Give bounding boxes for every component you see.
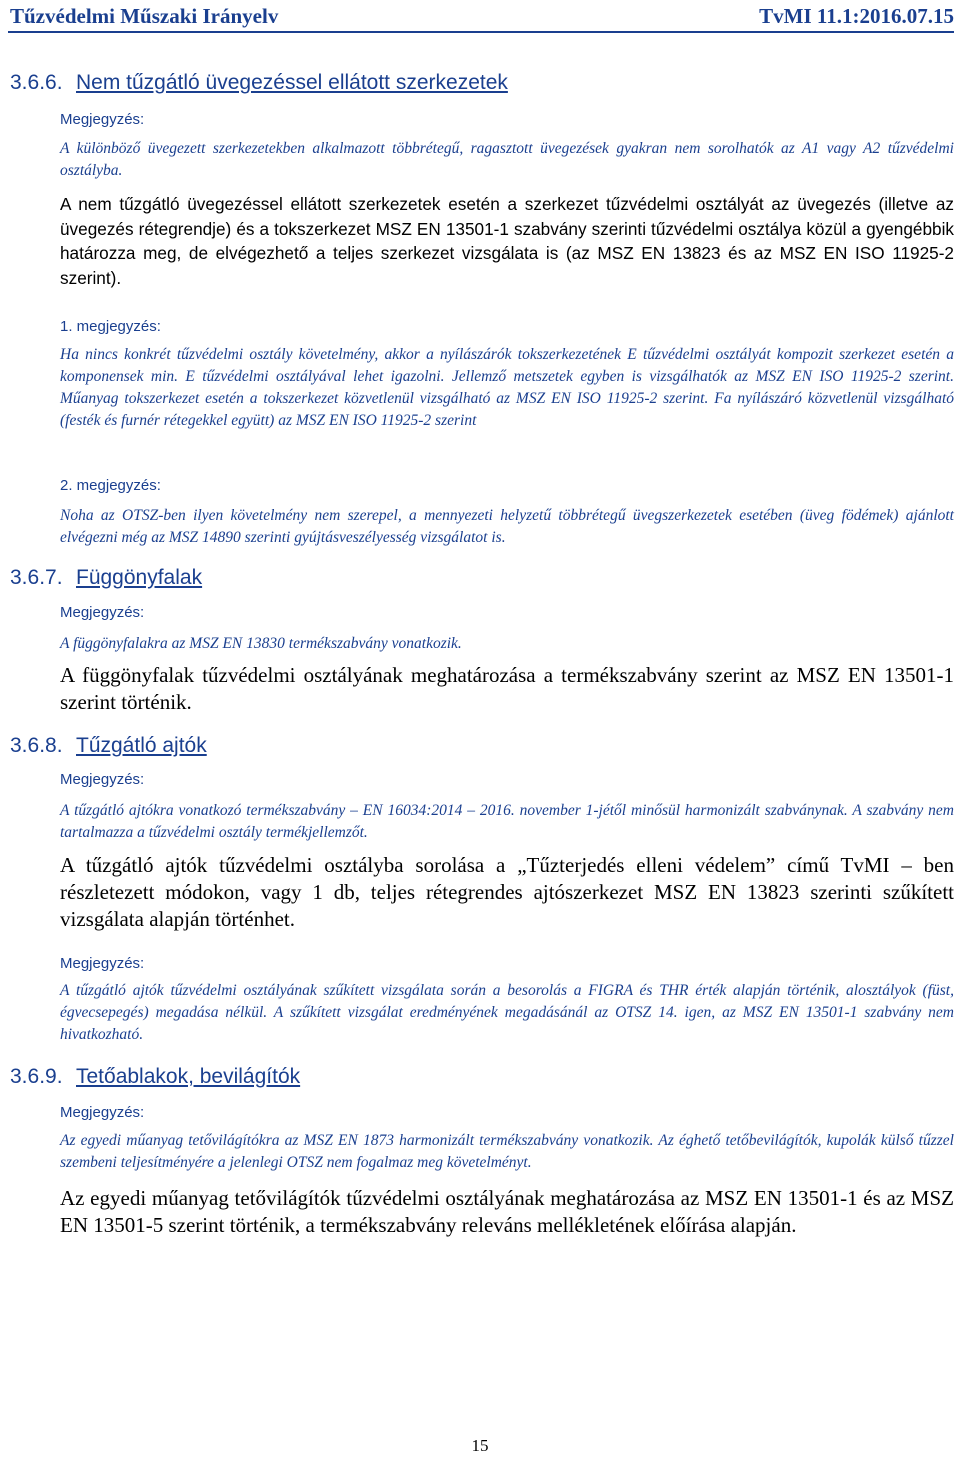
section-number: 3.6.7. [10, 566, 63, 589]
section-heading-366 [10, 71, 508, 95]
body-paragraph: A függönyfalak tűzvédelmi osztályának meghatározása a termékszabvány szerint az MSZ EN 13501-1 szerint történik. [60, 663, 954, 714]
note-label: 1. megjegyzés: [60, 318, 161, 335]
note-text: A tűzgátló ajtók tűzvédelmi osztályának szűkített vizsgálata során a besorolás a FIGRA és THR érték alapján történik, alosztályok (füst, égvecsepegés) megadása nélkül. A szűkített vizsgálat eredményének megadásánál az OTSZ 14. igen, az MSZ EN 13501-1 szabvány nem hivatkozható. [60, 982, 954, 1043]
note-text: A tűzgátló ajtókra vonatkozó termékszabvány – EN 16034:2014 – 2016. november 1-jétől minősül harmonizált szabványnak. A szabvány nem tartalmazza a tűzvédelmi osztály termékjellemzőt. [60, 802, 954, 841]
note-text: Ha nincs konkrét tűzvédelmi osztály követelmény, akkor a nyílászárók tokszerkezetének E tűzvédelmi osztályát kompozit szerkezet esetén a komponensek min. E tűzvédelmi osztályával lehet igazolni. Jellemző metszetek egyben is vizsgálhatók az MSZ EN ISO 11925-2 szerint. Műanyag tokszerkezet esetén a tokszerkezet közvetlenül vizsgálható az MSZ EN ISO 11925-2 szerint. Fa nyílászáró közvetlenül vizsgálható (festék és furnér rétegekkel együtt) az MSZ EN ISO 11925-2 szerint [60, 346, 954, 429]
note-label: Megjegyzés: [60, 111, 145, 128]
section-title: Tetőablakok, bevilágítók [76, 1065, 301, 1088]
section-title: Nem tűzgátló üvegezéssel ellátott szerkezetek [76, 71, 508, 94]
note-text: Noha az OTSZ-ben ilyen követelmény nem szerepel, a mennyezeti helyzetű többrétegű üvegszerkezetek esetében (üveg födémek) ajánlott elvégezni még az MSZ 14890 szerinti gyújtásveszélyesség vizsgálatot is. [60, 507, 954, 546]
note-label: 2. megjegyzés: [60, 477, 161, 494]
section-number: 3.6.6. [10, 71, 63, 94]
header-code: TvMI 11.1:2016.07.15 [759, 4, 954, 28]
section-heading-368 [10, 734, 207, 758]
note-text: A különböző üvegezett szerkezetekben alkalmazott többrétegű, ragasztott üvegezések gyakran nem sorolhatók az A1 vagy A2 tűzvédelmi osztályba. [60, 140, 954, 179]
section-heading-369 [10, 1065, 300, 1089]
header-rule [8, 31, 954, 33]
section-heading-367 [10, 566, 202, 590]
note-text: Az egyedi műanyag tetővilágítókra az MSZ EN 1873 harmonizált termékszabvány vonatkozik. Az éghető tetőbevilágítók, kupolák külső tűzzel szembeni teljesítményére a jelenlegi OTSZ nem fogalmaz meg követelményt. [60, 1132, 954, 1171]
section-number: 3.6.9. [10, 1065, 63, 1088]
body-paragraph: A tűzgátló ajtók tűzvédelmi osztályba sorolása a „Tűzterjedés elleni védelem” című TvMI – ben részletezett módokon, vagy 1 db, teljes rétegrendes ajtószerkezet MSZ EN 13823 szerinti szűkített vizsgálata alapján történhet. [60, 853, 954, 931]
note-label: Megjegyzés: [60, 771, 145, 788]
body-paragraph: Az egyedi műanyag tetővilágítók tűzvédelmi osztályának meghatározása az MSZ EN 13501-1 és az MSZ EN 13501-5 szerint történik, a termékszabvány releváns mellékletének előírása alapján. [60, 1186, 954, 1237]
page-header [10, 4, 954, 34]
note-label: Megjegyzés: [60, 955, 145, 972]
body-paragraph: A nem tűzgátló üvegezéssel ellátott szerkezetek esetén a szerkezet tűzvédelmi osztályát az üvegezés (illetve az üvegezés rétegrendje) és a tokszerkezet MSZ EN 13501-1 szabvány szerinti tűzvédelmi osztálya közül a gyengébbik határozza meg, de elvégezhető a teljes szerkezet vizsgálata is (az MSZ EN 13823 és az MSZ EN ISO 11925-2 szerint). [60, 194, 954, 288]
note-label: Megjegyzés: [60, 604, 145, 621]
section-title: Függönyfalak [76, 566, 203, 589]
section-title: Tűzgátló ajtók [76, 734, 207, 757]
section-number: 3.6.8. [10, 734, 63, 757]
header-title: Tűzvédelmi Műszaki Irányelv [10, 4, 279, 28]
note-label: Megjegyzés: [60, 1104, 145, 1121]
page-number: 15 [471, 1436, 489, 1455]
note-text: A függönyfalakra az MSZ EN 13830 termékszabvány vonatkozik. [60, 635, 462, 652]
